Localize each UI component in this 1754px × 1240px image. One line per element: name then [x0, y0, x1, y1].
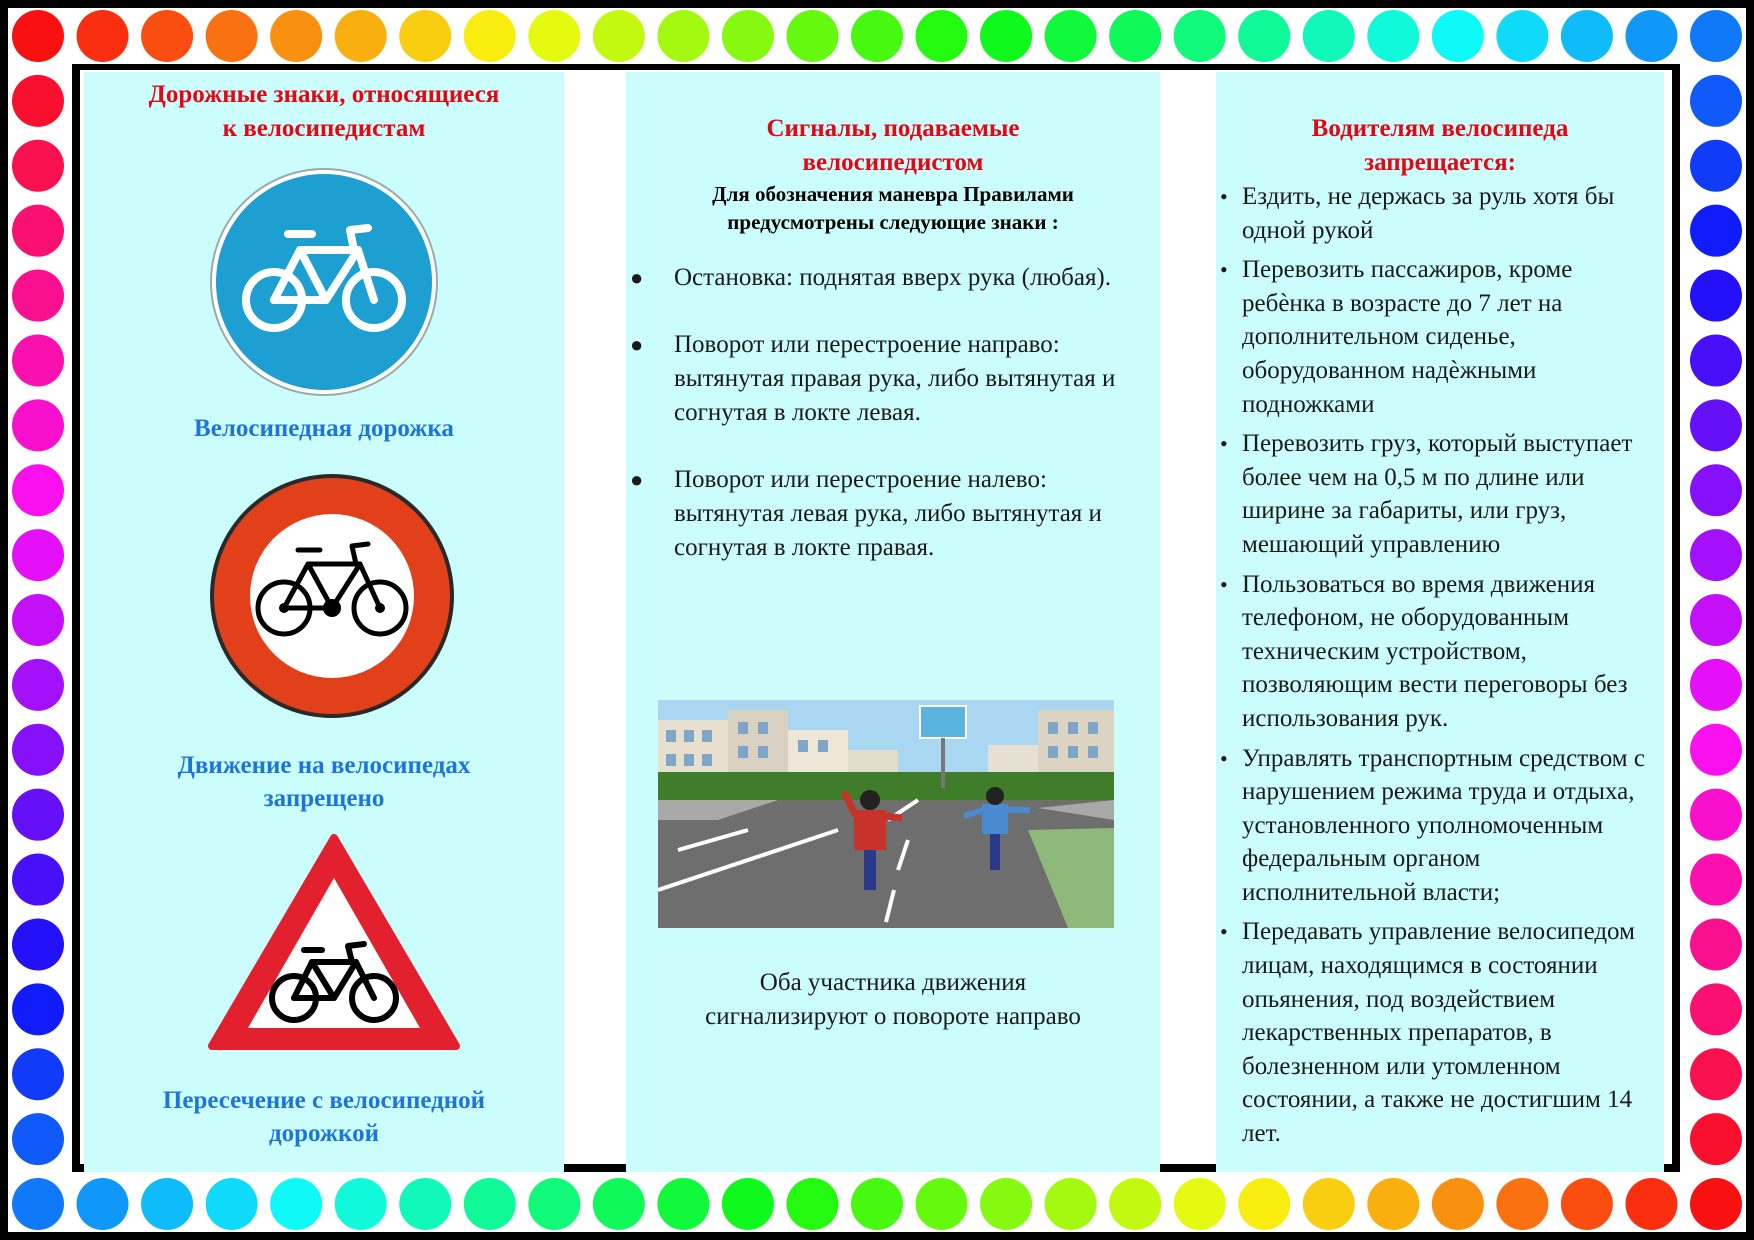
- border-dot: [12, 983, 64, 1035]
- bicycle-path-caption: Велосипедная дорожка: [194, 415, 454, 442]
- border-dot: [851, 1178, 903, 1230]
- border-dot: [12, 529, 64, 581]
- border-dot: [980, 10, 1032, 62]
- list-item: ● Остановка: поднятая вверх рука (любая).: [626, 261, 1160, 295]
- border-dot: [464, 10, 516, 62]
- list-item: • Ездить, не держась за руль хотя бы одной рукой: [1220, 180, 1660, 247]
- bullet-icon: •: [1220, 184, 1228, 209]
- bullet-icon: •: [1220, 257, 1228, 283]
- border-dot: [1625, 10, 1677, 62]
- border-dot: [1432, 1178, 1484, 1230]
- bullet-icon: ●: [630, 332, 644, 357]
- bullet-icon: •: [1220, 571, 1228, 597]
- border-dot: [1690, 75, 1742, 127]
- road-signs-panel: [84, 72, 564, 1172]
- list-item: • Управлять транспортным средством с нарушением режима труда и отдыха, установленного уполномоченным федеральным органом исполнительной власти;: [1220, 742, 1660, 910]
- signals-title-line1: Сигналы, подаваемые: [766, 115, 1020, 142]
- signals-list: [626, 261, 1160, 598]
- border-dot: [1690, 1048, 1742, 1100]
- bullet-icon: •: [1220, 745, 1228, 771]
- border-dot: [1432, 10, 1484, 62]
- border-dot: [399, 1178, 451, 1230]
- border-dot: [12, 1113, 64, 1165]
- cyclists-signaling-illustration: [658, 700, 1114, 928]
- border-dot: [77, 1178, 129, 1230]
- border-dot: [786, 10, 838, 62]
- border-dot: [1690, 399, 1742, 451]
- border-dot: [399, 10, 451, 62]
- border-dot: [528, 10, 580, 62]
- border-dot: [12, 1178, 64, 1230]
- border-dot: [270, 10, 322, 62]
- border-dot: [206, 1178, 258, 1230]
- border-dot: [12, 270, 64, 322]
- border-dot: [1690, 334, 1742, 386]
- border-dot: [12, 594, 64, 646]
- border-dot: [1174, 10, 1226, 62]
- no-bicycles-caption-line1: Движение на велосипедах: [177, 752, 471, 779]
- border-dot: [1238, 1178, 1290, 1230]
- border-dot: [12, 789, 64, 841]
- border-dot: [916, 10, 968, 62]
- border-dot: [1561, 1178, 1613, 1230]
- border-dot: [335, 1178, 387, 1230]
- border-dot: [464, 1178, 516, 1230]
- border-dot: [1367, 1178, 1419, 1230]
- border-dot: [1690, 140, 1742, 192]
- border-dot: [12, 659, 64, 711]
- border-dot: [1690, 983, 1742, 1035]
- bicycle-crossing-warning-sign-icon: [206, 832, 462, 1056]
- illustration-caption-line2: сигнализируют о повороте направо: [705, 1003, 1081, 1030]
- border-dot: [206, 10, 258, 62]
- border-dot: [1109, 1178, 1161, 1230]
- signals-subtitle-line1: Для обозначения маневра Правилами: [712, 182, 1074, 206]
- border-dot: [786, 1178, 838, 1230]
- list-item: • Перевозить груз, который выступает более чем на 0,5 м по длине или ширине за габариты, или груз, мешающий управлению: [1220, 427, 1660, 561]
- list-item: • Перевозить пассажиров, кроме ребѐнка в возрасте до 7 лет на дополнительном сиденье, оборудованном надѐжными подножками: [1220, 253, 1660, 421]
- border-dot: [12, 464, 64, 516]
- bicycle-crossing-caption-line2: дорожкой: [268, 1120, 380, 1147]
- border-dot: [1690, 594, 1742, 646]
- list-item: • Передавать управление велосипедом лицам, находящимся в состоянии опьянения, под воздействием лекарственных препаратов, в болезненном или утомленном состоянии, а также не достигшим 14 лет.: [1220, 915, 1660, 1150]
- bullet-icon: ●: [630, 467, 644, 492]
- prohibitions-title-line2: запрещается:: [1364, 149, 1516, 176]
- no-bicycles-sign-icon: [208, 472, 456, 720]
- border-dot: [12, 1048, 64, 1100]
- prohibitions-panel: [1216, 72, 1664, 1172]
- border-dot: [1109, 10, 1161, 62]
- border-dot: [1690, 1178, 1742, 1230]
- border-dot: [12, 205, 64, 257]
- border-dot: [12, 854, 64, 906]
- border-dot: [1690, 1113, 1742, 1165]
- road-signs-title-line2: к велосипедистам: [222, 115, 426, 142]
- border-dot: [1690, 789, 1742, 841]
- border-dot: [657, 1178, 709, 1230]
- border-dot: [1625, 1178, 1677, 1230]
- border-dot: [1303, 1178, 1355, 1230]
- border-dot: [12, 334, 64, 386]
- border-dot: [657, 10, 709, 62]
- border-dot: [1174, 1178, 1226, 1230]
- border-dot: [722, 1178, 774, 1230]
- bullet-icon: •: [1220, 919, 1228, 945]
- bicycle-crossing-caption-line1: Пересечение с велосипедной: [162, 1087, 486, 1114]
- border-dot: [1690, 205, 1742, 257]
- border-dot: [593, 10, 645, 62]
- border-dot: [1690, 918, 1742, 970]
- border-dot: [593, 1178, 645, 1230]
- border-dot: [1561, 10, 1613, 62]
- border-dot: [270, 1178, 322, 1230]
- illustration-caption-line1: Оба участника движения: [759, 969, 1027, 996]
- border-dot: [1496, 1178, 1548, 1230]
- border-dot: [1690, 724, 1742, 776]
- border-dot: [1690, 270, 1742, 322]
- bullet-icon: •: [1220, 431, 1228, 457]
- border-dot: [12, 399, 64, 451]
- list-item: ● Поворот или перестроение налево: вытянутая левая рука, либо вытянутая и согнутая в локте правая.: [626, 463, 1160, 565]
- border-dot: [916, 1178, 968, 1230]
- border-dot: [1367, 10, 1419, 62]
- list-item: ● Поворот или перестроение направо: вытянутая правая рука, либо вытянутая и согнутая в локте левая.: [626, 328, 1160, 430]
- border-dot: [851, 10, 903, 62]
- border-dot: [335, 10, 387, 62]
- prohibitions-title-line1: Водителям велосипеда: [1311, 115, 1569, 142]
- border-dot: [1690, 659, 1742, 711]
- road-signs-title-line1: Дорожные знаки, относящиеся: [148, 81, 500, 108]
- border-dot: [12, 10, 64, 62]
- list-item: • Пользоваться во время движения телефоном, не оборудованным техническим устройством, позволяющим вести переговоры без использования рук.: [1220, 568, 1660, 736]
- prohibitions-list: [1220, 180, 1660, 1157]
- border-dot: [1690, 10, 1742, 62]
- border-dot: [722, 10, 774, 62]
- bicycle-path-sign-icon: [208, 166, 440, 398]
- border-dot: [1690, 529, 1742, 581]
- border-dot: [980, 1178, 1032, 1230]
- border-dot: [141, 10, 193, 62]
- border-dot: [1238, 10, 1290, 62]
- border-dot: [12, 75, 64, 127]
- border-dot: [12, 918, 64, 970]
- signals-subtitle-line2: предусмотрены следующие знаки :: [727, 210, 1059, 234]
- border-dot: [141, 1178, 193, 1230]
- border-dot: [77, 10, 129, 62]
- border-dot: [1045, 10, 1097, 62]
- signals-title-line2: велосипедистом: [802, 149, 984, 176]
- border-dot: [1690, 464, 1742, 516]
- border-dot: [528, 1178, 580, 1230]
- border-dot: [1045, 1178, 1097, 1230]
- bullet-icon: ●: [630, 265, 644, 290]
- border-dot: [12, 140, 64, 192]
- border-dot: [1690, 854, 1742, 906]
- border-dot: [1496, 10, 1548, 62]
- border-dot: [12, 724, 64, 776]
- no-bicycles-caption-line2: запрещено: [263, 785, 385, 812]
- border-dot: [1303, 10, 1355, 62]
- cyclist-signals-panel: [626, 72, 1160, 1172]
